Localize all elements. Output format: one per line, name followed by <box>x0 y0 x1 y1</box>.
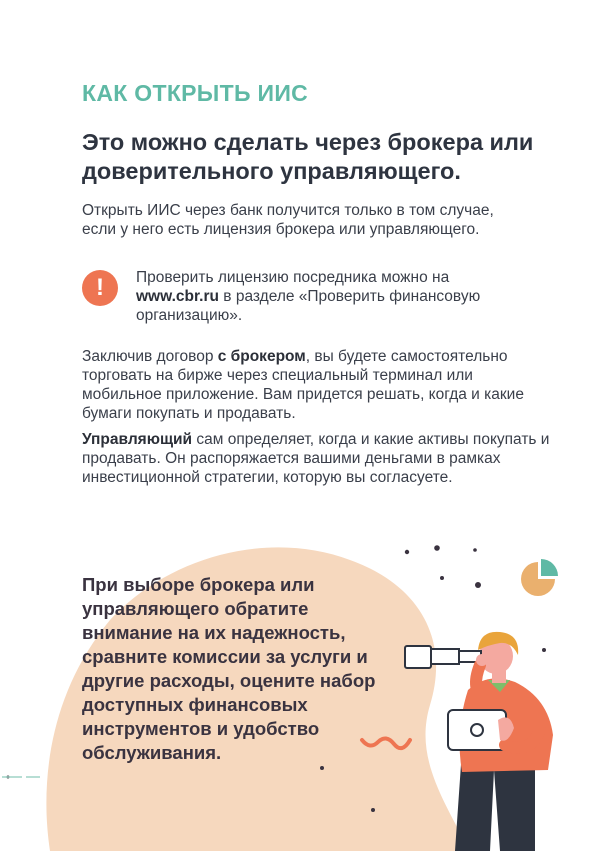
intro-paragraph: Открыть ИИС через банк получится только в том случае, если у него есть лицензия брокера или управляющего. <box>82 202 494 238</box>
pie-chart-icon <box>521 559 558 596</box>
page-headline: Это можно сделать через брокера или доверительного управляющего. <box>82 129 534 184</box>
note-text-after: в разделе «Проверить финансовую организацию». <box>136 288 481 324</box>
manager-bold: Управляющий <box>82 431 193 448</box>
note-text-before: Проверить лицензию посредника можно на <box>136 269 450 286</box>
spyglass-icon <box>405 646 481 668</box>
manager-text-after: сам определяет, когда и какие активы покупать и продавать. Он распоряжается вашими деньгами в рамках инвестиционной стратегии, которую вы согласуете. <box>82 431 550 486</box>
broker-text-before: Заключив договор <box>82 348 218 365</box>
cbr-link[interactable]: www.cbr.ru <box>136 288 219 305</box>
callout-text: При выборе брокера или управляющего обратите внимание на их надежность, сравните комиссии за услуги и другие расходы, оцените набор доступных финансовых инструментов и удобство обслуживания. <box>82 574 376 763</box>
broker-bold: с брокером <box>217 348 306 365</box>
broker-text-after: , вы будете самостоятельно торговать на бирже через специальный терминал или мобильное приложение. Вам придется решать, когда и какие бумаги покупать и продавать. <box>82 348 524 422</box>
exclamation-icon: ! <box>82 270 118 306</box>
section-kicker: КАК ОТКРЫТЬ ИИС <box>82 80 309 106</box>
card-icon <box>448 710 506 750</box>
